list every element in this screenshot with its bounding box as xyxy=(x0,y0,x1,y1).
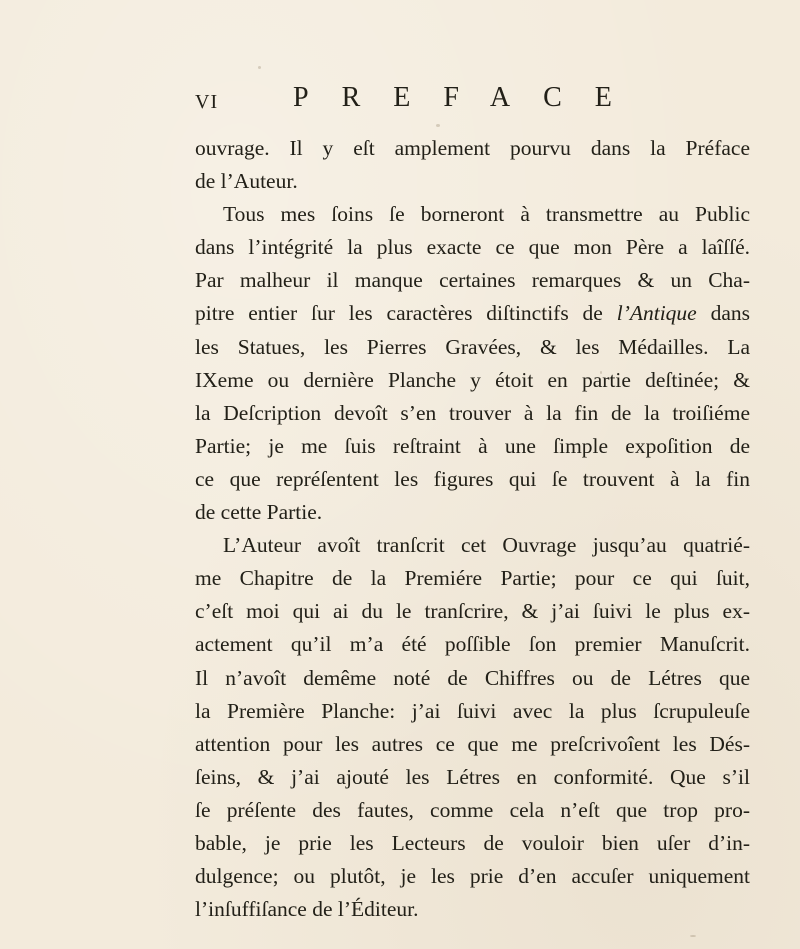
text-fragment: dans xyxy=(710,301,751,326)
text-line: actement qu’il m’a été poſſible ſon premier Manuſcrit. xyxy=(195,632,750,657)
paper-speck xyxy=(600,371,602,374)
text-line: Il n’avoît demême noté de Chiffres ou de Létres que xyxy=(195,665,750,690)
page-number: VI xyxy=(195,91,219,113)
text-line: IXeme ou dernière Planche y étoit en partie deſtinée; & xyxy=(195,367,750,392)
text-line: dulgence; ou plutôt, je les prie d’en accuſer uniquement xyxy=(195,864,750,889)
text-line: ouvrage. Il y eſt amplement pourvu dans la Préface xyxy=(195,136,750,160)
text-line: L’Auteur avoît tranſcrit cet Ouvrage jusqu’au quatrié- xyxy=(223,533,750,558)
body-text xyxy=(195,132,750,926)
text-line: ce que repréſentent les figures qui ſe trouvent à la fin xyxy=(195,466,750,491)
text-line: dans l’intégrité la plus exacte ce que mon Père a laîſſé. xyxy=(195,235,750,260)
paper-speck xyxy=(258,66,261,69)
text-line: me Chapitre de la Premiére Partie; pour ce qui ſuit, xyxy=(195,566,750,591)
text-line xyxy=(195,297,750,330)
text-line: les Statues, les Pierres Gravées, & les Médailles. La xyxy=(195,334,750,359)
paper-speck xyxy=(436,124,440,127)
text-line: bable, je prie les Lecteurs de vouloir bien uſer d’in- xyxy=(195,830,750,855)
text-fragment: pitre entier ſur les caractères diſtinctifs de xyxy=(195,301,603,326)
text-line: ſe préſente des fautes, comme cela n’eſt que trop pro- xyxy=(195,797,750,822)
text-line: la Première Planche: j’ai ſuivi avec la plus ſcrupuleuſe xyxy=(195,698,750,723)
text-line: la Deſcription devoît s’en trouver à la fin de la troiſiéme xyxy=(195,400,750,425)
page-header xyxy=(195,82,755,122)
text-line: Tous mes ſoins ſe borneront à transmettre au Public xyxy=(223,202,750,227)
text-line: ſeins, & j’ai ajouté les Létres en conformité. Que s’il xyxy=(195,764,750,789)
running-title: PREFACE xyxy=(293,82,645,113)
paragraph xyxy=(195,529,750,926)
text-line: Par malheur il manque certaines remarques & un Cha- xyxy=(195,268,750,293)
text-line: Partie; je me ſuis reſtraint à une ſimple expoſition de xyxy=(195,433,750,458)
text-line: de l’Auteur. xyxy=(195,169,298,194)
text-line: c’eſt moi qui ai du le tranſcrire, & j’ai ſuivi le plus ex- xyxy=(195,599,750,624)
paragraph xyxy=(195,198,750,529)
text-line: l’inſuffiſance de l’Éditeur. xyxy=(195,897,419,922)
italic-term: l’Antique xyxy=(616,301,697,326)
text-line: attention pour les autres ce que me preſcrivoîent les Dés- xyxy=(195,731,750,756)
paragraph xyxy=(195,132,750,198)
paper-speck xyxy=(690,935,696,937)
text-line: de cette Partie. xyxy=(195,500,323,525)
